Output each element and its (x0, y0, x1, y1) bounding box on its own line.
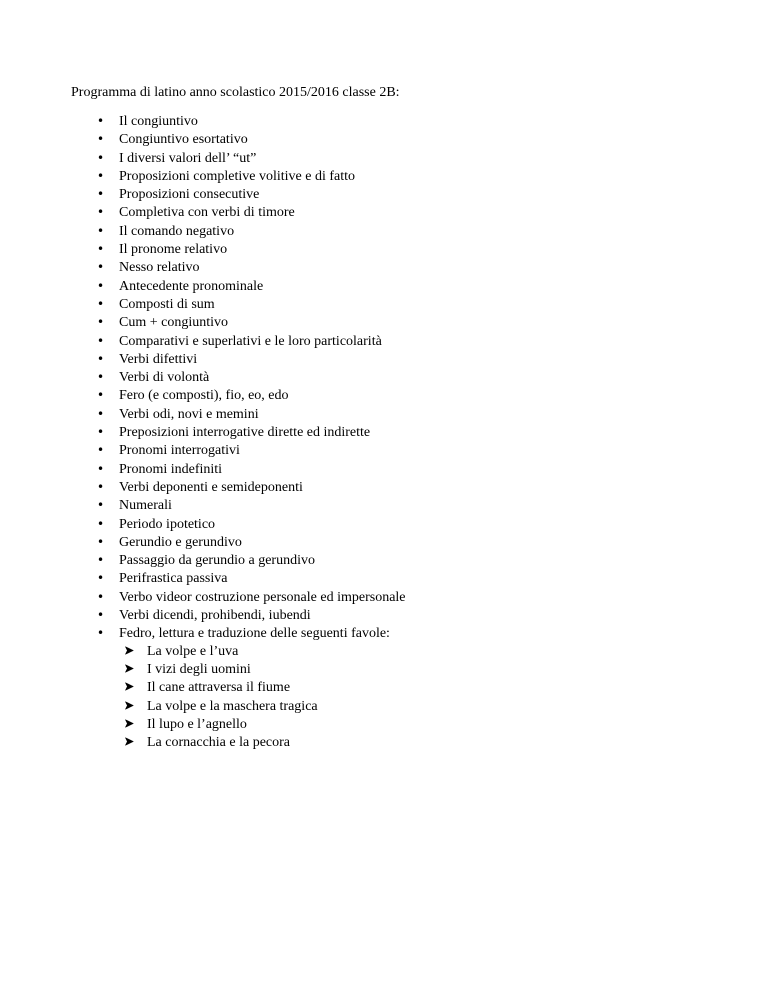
item-label: Gerundio e gerundivo (119, 534, 242, 550)
list-item (71, 515, 721, 533)
item-label: Composti di sum (119, 296, 215, 312)
list-item (71, 551, 721, 569)
list-item (71, 569, 721, 587)
bullet-icon: • (97, 479, 105, 494)
sub-item-label: La volpe e l’uva (147, 643, 239, 659)
item-label: Verbi odi, novi e memini (119, 406, 259, 422)
item-label: Verbi di volontà (119, 370, 210, 386)
item-label: Verbi deponenti e semideponenti (119, 479, 303, 495)
sub-item-label: Il lupo e l’agnello (147, 716, 247, 732)
item-label: Comparativi e superlativi e le loro particolarità (119, 333, 382, 349)
bullet-icon: • (97, 370, 105, 385)
arrowhead-right-icon (125, 716, 147, 734)
item-label: Pronomi indefiniti (119, 461, 223, 477)
sub-list-item (71, 698, 721, 716)
list-item (71, 240, 721, 258)
item-label: Il pronome relativo (119, 242, 228, 258)
list-item (71, 130, 721, 148)
bullet-icon: • (97, 406, 105, 421)
bullet-icon: • (97, 351, 105, 366)
list-item (71, 478, 721, 496)
list-item (71, 405, 721, 423)
bullet-icon: • (97, 534, 105, 549)
list-item (71, 313, 721, 331)
bullet-icon: • (97, 168, 105, 183)
item-label: Cum + congiuntivo (119, 315, 229, 331)
item-label: Proposizioni completive volitive e di fatto (119, 168, 356, 184)
list-item (71, 368, 721, 386)
bullet-icon: • (97, 553, 105, 568)
item-label: Fero (e composti), fio, eo, edo (119, 388, 289, 404)
item-label: Il comando negativo (119, 223, 235, 239)
arrowhead-right-icon (125, 661, 147, 679)
bullet-icon: • (97, 278, 105, 293)
bullet-icon: • (97, 187, 105, 202)
list-item (71, 386, 721, 404)
list-item (71, 460, 721, 478)
document-title: Programma di latino anno scolastico 2015/2016 classe 2B: (71, 85, 400, 100)
list-item (71, 332, 721, 350)
sub-item-label: La volpe e la maschera tragica (147, 698, 318, 714)
list-item (71, 606, 721, 624)
bullet-icon: • (97, 589, 105, 604)
item-label: Il congiuntivo (119, 114, 198, 129)
bullet-icon: • (97, 260, 105, 275)
list-item (71, 167, 721, 185)
sub-list-item (71, 661, 721, 679)
sub-list-item (71, 734, 721, 752)
arrowhead-right-icon (125, 734, 147, 752)
bullet-icon: • (97, 461, 105, 476)
list-item (71, 222, 721, 240)
item-label: Pronomi interrogativi (119, 443, 240, 459)
bullet-icon: • (97, 114, 105, 128)
sub-item-label: Il cane attraversa il fiume (147, 680, 291, 696)
bullet-icon: • (97, 626, 105, 641)
item-label: Congiuntivo esortativo (119, 132, 248, 148)
item-label: Verbi difettivi (119, 351, 198, 367)
sub-item-label: I vizi degli uomini (147, 661, 251, 677)
sub-item-label: La cornacchia e la pecora (147, 735, 291, 751)
item-label: I diversi valori dell’ “ut” (119, 150, 257, 166)
bullet-icon: • (97, 223, 105, 238)
list-item (71, 185, 721, 203)
list-item (71, 112, 721, 130)
item-label: Preposizioni interrogative dirette ed indirette (119, 425, 371, 441)
bullet-icon: • (97, 242, 105, 257)
arrowhead-right-icon (125, 698, 147, 716)
list-item (71, 441, 721, 459)
bullet-icon: • (97, 608, 105, 623)
bullet-icon: • (97, 333, 105, 348)
bullet-icon: • (97, 132, 105, 147)
item-label: Antecedente pronominale (119, 278, 264, 294)
sub-list-item (71, 679, 721, 697)
item-label: Numerali (119, 498, 172, 514)
list-item (71, 149, 721, 167)
list-item (71, 588, 721, 606)
item-label: Periodo ipotetico (119, 516, 216, 532)
bullet-icon: • (97, 516, 105, 531)
bullet-icon: • (97, 315, 105, 330)
item-label: Nesso relativo (119, 260, 200, 276)
list-item (71, 533, 721, 551)
bullet-icon: • (97, 296, 105, 311)
bullet-icon: • (97, 443, 105, 458)
bullet-icon: • (97, 425, 105, 440)
list-item (71, 295, 721, 313)
arrowhead-right-icon (125, 643, 147, 661)
sub-list-item (71, 716, 721, 734)
item-label: Perifrastica passiva (119, 571, 228, 587)
item-label: Completiva con verbi di timore (119, 205, 295, 221)
bullet-icon: • (97, 571, 105, 586)
bullet-icon: • (97, 388, 105, 403)
item-label: Verbo videor costruzione personale ed impersonale (119, 589, 406, 605)
list-item (71, 350, 721, 368)
arrowhead-right-icon (125, 679, 147, 697)
program-list (71, 112, 721, 752)
list-item (71, 277, 721, 295)
list-item (71, 258, 721, 276)
sub-list-item (71, 643, 721, 661)
list-item (71, 203, 721, 221)
bullet-icon: • (97, 498, 105, 513)
list-item (71, 624, 721, 642)
list-item (71, 496, 721, 514)
bullet-icon: • (97, 150, 105, 165)
bullet-icon: • (97, 205, 105, 220)
item-label: Verbi dicendi, prohibendi, iubendi (119, 608, 311, 624)
list-item (71, 423, 721, 441)
item-label: Passaggio da gerundio a gerundivo (119, 553, 315, 569)
item-label: Fedro, lettura e traduzione delle seguenti favole: (119, 626, 390, 642)
item-label: Proposizioni consecutive (119, 187, 260, 203)
